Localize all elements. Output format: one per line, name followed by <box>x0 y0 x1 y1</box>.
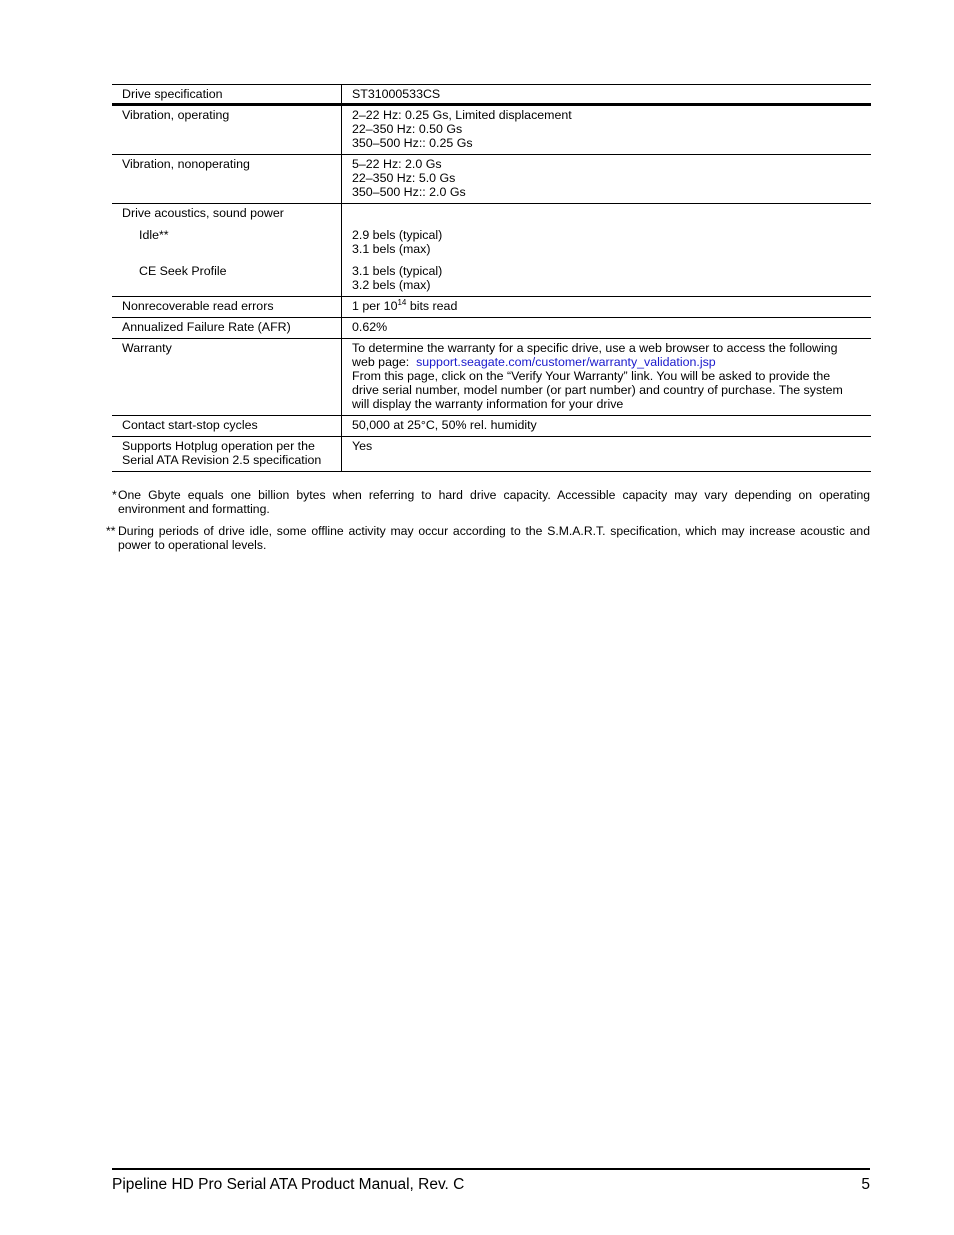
row-label: Annualized Failure Rate (AFR) <box>112 318 342 339</box>
exponent: 14 <box>397 298 407 307</box>
row-value: 1 per $10^{14}$ bits read <box>342 297 872 318</box>
table-row <box>112 105 871 155</box>
footnote-mark: * <box>112 488 117 502</box>
table-header-row <box>112 85 871 105</box>
row-label: Vibration, operating <box>112 105 342 155</box>
table-row <box>112 416 871 437</box>
value-line: 350–500 Hz:: 2.0 Gs <box>352 185 466 199</box>
value-line: 2.9 bels (typical) <box>352 228 443 242</box>
row-value: 0.62% <box>342 318 872 339</box>
table-row <box>112 297 871 318</box>
page-number: 5 <box>861 1176 870 1193</box>
warranty-link[interactable]: support.seagate.com/customer/warranty_validation.jsp <box>416 355 716 369</box>
footnote-text: One Gbyte equals one billion bytes when referring to hard drive capacity. Accessible capacity may vary depending on operating environment and formatting. <box>118 488 870 516</box>
seek-label: CE Seek Profile <box>139 264 227 278</box>
row-value <box>342 105 872 155</box>
row-value <box>342 155 872 204</box>
spec-table <box>112 84 871 472</box>
footer-title: Pipeline HD Pro Serial ATA Product Manual, Rev. C <box>112 1176 465 1193</box>
header-label: Drive specification <box>112 85 342 105</box>
value-line: 5–22 Hz: 2.0 Gs <box>352 157 442 171</box>
row-value: To determine the warranty for a specific drive, use a web browser to access the following web page: support.seagate.com/customer/warranty_validation.jsp From this page, click on the “Verify Your Warranty” link. You will be asked to provide the drive serial number, model number (or part number) and country of purchase. The system will display the warranty information for your drive <box>342 339 872 416</box>
table-row <box>112 204 871 297</box>
table-row <box>112 437 871 472</box>
footnotes <box>106 488 870 560</box>
value-line: 22–350 Hz: 0.50 Gs <box>352 122 463 136</box>
table-row <box>112 155 871 204</box>
table-row <box>112 318 871 339</box>
value-line: 350–500 Hz:: 0.25 Gs <box>352 136 473 150</box>
footnote <box>106 524 870 552</box>
value-line: 2–22 Hz: 0.25 Gs, Limited displacement <box>352 108 572 122</box>
row-value: 50,000 at 25°C, 50% rel. humidity <box>342 416 872 437</box>
footnote-mark: ** <box>106 524 116 538</box>
row-label: Vibration, nonoperating <box>112 155 342 204</box>
row-value: Yes <box>342 437 872 472</box>
value-line: 22–350 Hz: 5.0 Gs <box>352 171 456 185</box>
footnote <box>112 488 870 516</box>
row-label <box>112 204 342 297</box>
idle-label: Idle** <box>139 228 169 242</box>
acoustics-label: Drive acoustics, sound power <box>122 206 284 220</box>
value-line: 3.1 bels (max) <box>352 242 431 256</box>
footnote-text: During periods of drive idle, some offline activity may occur according to the S.M.A.R.T. specification, which may increase acoustic and power to operational levels. <box>118 524 870 552</box>
table-row <box>112 339 871 416</box>
row-value <box>342 204 872 297</box>
footer-rule <box>112 1168 870 1170</box>
row-label: Nonrecoverable read errors <box>112 297 342 318</box>
header-value: ST31000533CS <box>342 85 872 105</box>
value-line: 3.2 bels (max) <box>352 278 431 292</box>
value-line: 3.1 bels (typical) <box>352 264 443 278</box>
row-label: Supports Hotplug operation per the Serial ATA Revision 2.5 specification <box>112 437 342 472</box>
row-label: Contact start-stop cycles <box>112 416 342 437</box>
row-label: Warranty <box>112 339 342 416</box>
